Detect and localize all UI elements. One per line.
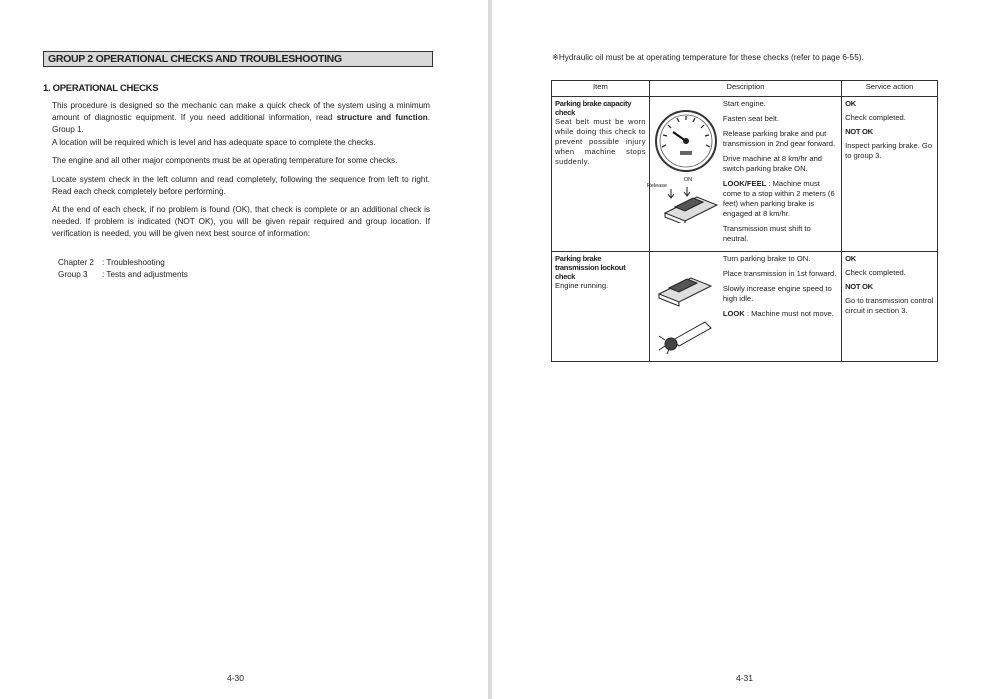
item-body: Seat belt must be worn while doing this check to prevent possible injury when machine stops suddenly. — [555, 117, 646, 166]
location-paragraph: A location will be required which is level and has adequate space to complete the checks. — [52, 138, 376, 147]
step: Slowly increase engine speed to high idle. — [722, 284, 832, 303]
step: Release parking brake and put transmission in 2nd gear forward. — [722, 129, 836, 148]
result-paragraph: At the end of each check, if no problem is found (OK), that check is complete or an additional check is needed. If problem is indicated (NOT OK), you will be given repair required and group location. If verification is needed, you will be given next best source of information: — [52, 205, 430, 239]
ok-text: Check completed. — [845, 113, 906, 122]
not-ok-label: NOT OK — [845, 127, 873, 136]
look-label: LOOK — [722, 309, 745, 318]
item-cell — [552, 97, 650, 252]
item-cell — [552, 252, 650, 362]
look-feel-text: : Machine must come to a stop within 2 meters (6 feet) when parking brake is engaged at 8 km/hr. — [722, 179, 835, 218]
not-ok-text: Inspect parking brake. Go to group 3. — [845, 141, 933, 160]
look-text: : Machine must not move. — [744, 309, 834, 318]
on-label: ON — [683, 177, 693, 183]
page-number: 4-30 — [227, 673, 245, 683]
operational-checks-table — [551, 80, 938, 362]
description-steps — [723, 254, 838, 356]
reference-list — [58, 257, 188, 281]
parking-switch-icon — [653, 264, 719, 310]
temperature-paragraph: The engine and all other major components must be at operating temperature for some checks. — [52, 156, 398, 165]
reference-row — [58, 257, 188, 269]
reference-text: : Troubleshooting — [102, 258, 165, 267]
not-ok-text: Go to transmission control circuit in section 3. — [845, 296, 934, 315]
page-number: 4-31 — [736, 673, 754, 683]
step: Fasten seat belt. — [722, 114, 779, 123]
service-cell — [842, 97, 938, 252]
speedometer-icon — [653, 107, 719, 175]
step — [723, 179, 838, 219]
ok-text: Check completed. — [845, 268, 906, 277]
section-title: 1. OPERATIONAL CHECKS — [43, 83, 159, 94]
step: Drive machine at 8 km/hr and switch parking brake ON. — [722, 154, 823, 173]
left-page — [0, 0, 488, 699]
description-cell — [649, 252, 841, 362]
service-header: Service action — [842, 81, 938, 97]
parking-switch-icon — [657, 183, 723, 223]
item-title: Parking brake transmission lockout check — [555, 254, 626, 281]
intro-text: This procedure is designed so the mechanic can make a quick check of the system using a minimum amount of diagnostic equipment. If you need additional information, read — [52, 101, 430, 123]
description-cell — [646, 97, 841, 252]
release-label: Release — [646, 183, 668, 189]
step — [723, 309, 838, 319]
ok-label: OK — [845, 254, 856, 263]
intro-bold-ref: structure and function — [336, 113, 428, 123]
reference-row — [58, 269, 188, 281]
illustration-column — [646, 99, 723, 249]
group-title: GROUP 2 OPERATIONAL CHECKS AND TROUBLESHOOTING — [43, 51, 433, 67]
gear-shifter-icon — [653, 314, 719, 354]
item-header: Item — [552, 81, 650, 97]
look-feel-label: LOOK/FEEL — [722, 179, 767, 188]
service-cell — [842, 252, 938, 362]
intro-text-end: . Group 1. — [52, 113, 430, 135]
item-title: Parking brake capacity check — [555, 99, 632, 117]
reference-label: Chapter 2 — [58, 258, 94, 267]
ok-label: OK — [845, 99, 856, 108]
step: Turn parking brake to ON. — [722, 254, 811, 263]
hydraulic-note: ※Hydraulic oil must be at operating temperature for these checks (refer to page 6-55). — [552, 53, 864, 62]
reference-label: Group 3 — [58, 270, 88, 279]
step: Transmission must shift to neutral. — [722, 224, 811, 243]
description-steps — [723, 99, 838, 249]
step: Start engine. — [722, 99, 766, 108]
right-page — [492, 0, 990, 699]
sequence-paragraph: Locate system check in the left column and read completely, following the sequence from left to right. Read each check completely before performing. — [52, 175, 430, 197]
table-row — [552, 252, 938, 362]
description-header: Description — [649, 81, 841, 97]
table-row — [552, 97, 938, 252]
reference-text: : Tests and adjustments — [102, 270, 188, 279]
step: Place transmission in 1st forward. — [722, 269, 837, 278]
table-header-row — [552, 81, 938, 97]
not-ok-label: NOT OK — [845, 282, 873, 291]
illustration-column — [653, 254, 723, 356]
intro-paragraph — [52, 100, 430, 137]
item-body: Engine running. — [555, 281, 609, 290]
